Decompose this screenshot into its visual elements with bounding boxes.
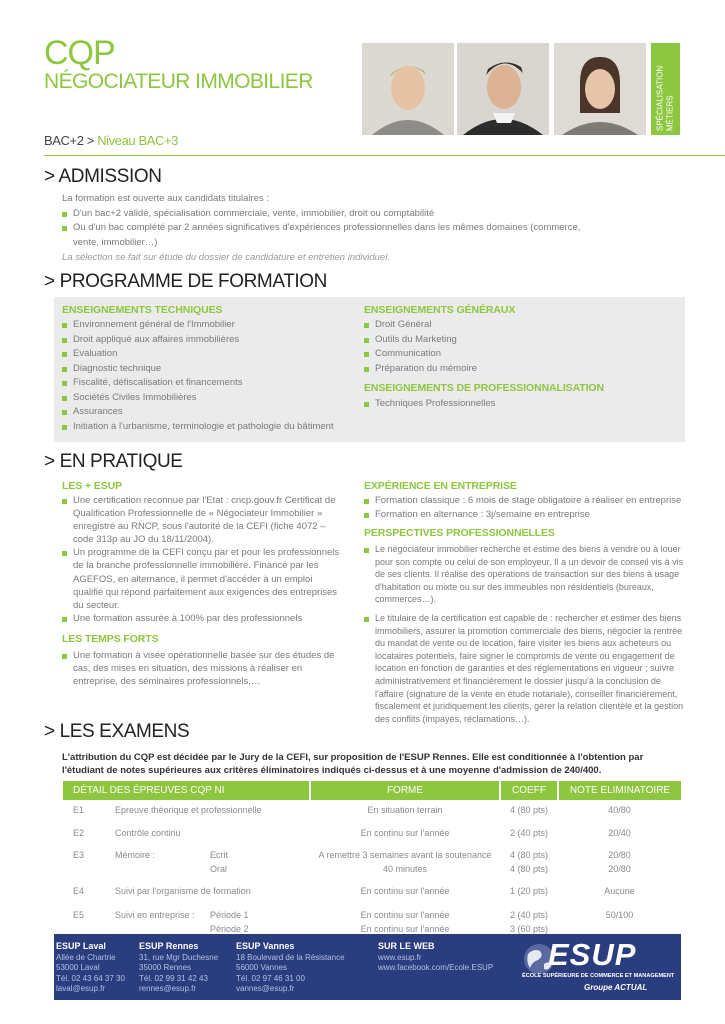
exp-item: Formation classique : 6 mois de stage obligatoire à réaliser en entreprise <box>364 494 684 508</box>
admission-intro: La formation est ouverte aux candidats titulaires : <box>62 193 270 204</box>
exam-code: E3 <box>73 850 85 860</box>
exam-forme: A remettre 3 semaines avant la soutenance <box>318 850 492 860</box>
page-subtitle: NÉGOCIATEUR IMMOBILIER <box>44 70 313 93</box>
spec-line-2: MÉTIERS <box>665 95 675 131</box>
gen-title: ENSEIGNEMENTS GÉNÉRAUX <box>364 304 516 316</box>
exp-item: Formation en alternance : 3j/semaine en entreprise <box>364 508 684 522</box>
admission-item: D'un bac+2 validé, spécialisation commerciale, vente, immobilier, droit ou comptabilité <box>62 207 682 222</box>
exam-sub: Période 1 <box>210 910 249 920</box>
esup-group: Groupe ACTUAL <box>584 983 648 992</box>
tech-column <box>62 304 362 434</box>
exam-sub: Oral <box>210 864 228 874</box>
table-row <box>63 800 681 822</box>
tech-title: ENSEIGNEMENTS TECHNIQUES <box>62 304 223 316</box>
table-row <box>63 902 681 936</box>
esup-logo-text: ESUP <box>548 937 637 972</box>
footer-email-link[interactable]: laval@esup.fr <box>56 984 106 993</box>
footer-rennes-title: ESUP Rennes <box>139 941 199 951</box>
persp-item: Le titulaire de la certification est capable de : rechercher et estimer des biens immobiliers, assurer la promotion commerciale des biens, négocier la rentrée du mandat de vente ou de location, faire visiter les biens aux acheteurs ou locataires potentiels, faire signer le compromis de vente ou engagement de location en fonction de garanties et des réglementations en vigueur ; suivre administrativement et financièrement le dossier jusqu'à la conclusion de l'affaire (signature de la vente en étude notariale), conseiller financièrement, fiscalement et juridiquement les clients, gérer la relation clientèle et la gestion des conflits (impayés, réclamations…). <box>364 612 684 725</box>
footer-laval-title: ESUP Laval <box>56 941 106 951</box>
exam-label: Suivi en entreprise : <box>115 910 195 920</box>
pro-item: Techniques Professionnelles <box>364 397 679 412</box>
tech-item: Sociétés Civiles Immobilières <box>62 391 362 406</box>
exam-table-header <box>63 781 681 800</box>
exp-column <box>364 480 684 725</box>
footer-laval <box>56 941 125 995</box>
exam-code: E2 <box>73 828 85 838</box>
admission-item: Ou d'un bac complété par 2 années significatives d'expériences professionnelles dans les mêmes domaines (commerce, vente, immobilier…) <box>62 221 582 250</box>
footer-line: Allée de Chartrie <box>56 952 116 962</box>
exam-note: 50/100 <box>605 910 634 920</box>
table-row <box>63 844 681 878</box>
plus-item: Une formation assurée à 100% par des professionnels <box>62 612 344 625</box>
footer-line: 35000 Rennes <box>139 963 192 972</box>
examens-heading: > LES EXAMENS <box>44 721 190 742</box>
exam-forme: En continu sur l'année <box>360 924 450 934</box>
exam-forme: En continu sur l'année <box>360 828 450 838</box>
tech-item: Droit appliqué aux affaires immobilières <box>62 333 362 348</box>
footer-line: 18 Boulevard de la Résistance <box>236 952 345 962</box>
exam-sub: Période 2 <box>210 924 249 934</box>
exp-title: EXPÉRIENCE EN ENTREPRISE <box>364 480 517 492</box>
spec-line-1: SPÉCIALISATION <box>655 65 665 131</box>
footer-rennes <box>139 941 218 995</box>
exam-coeff: 2 (40 pts) <box>509 910 549 920</box>
pro-title: ENSEIGNEMENTS DE PROFESSIONNALISATION <box>364 382 604 394</box>
persp-title: PERSPECTIVES PROFESSIONNELLES <box>364 527 555 539</box>
footer-vannes-title: ESUP Vannes <box>236 941 295 951</box>
plus-column <box>62 480 344 688</box>
tech-item: Assurances <box>62 405 362 420</box>
footer-line: 53000 Laval <box>56 963 100 972</box>
student-photo-3 <box>554 43 646 135</box>
plus-item: Un programme de la CEFI conçu par et pour les professionnels de la branche professionnelle immobilière. Financé par les AGEFOS, en alternance, il permet d'accéder à un emploi qualifié qui répond parfaitement aux exigences des entreprises du secteur. <box>62 546 344 611</box>
plus-item: Une certification reconnue par l'Etat : cncp.gouv.fr Certificat de Qualification Professionnelle de « Négociateur Immobilier » enregistré au RNCP, sous l'autorité de la CEFI (fiche 4072 – code 313p au JO du 18/11/2004). <box>62 494 344 546</box>
footer-vannes <box>236 941 345 995</box>
tech-item: Environnement général de l'Immobilier <box>62 318 362 333</box>
exam-header-forme: FORME <box>310 781 500 800</box>
exam-code: E5 <box>73 910 85 920</box>
footer-line: 31, rue Mgr Duchesne <box>139 952 219 962</box>
table-row <box>63 878 681 902</box>
exam-coeff: 4 (80 pts) <box>509 805 549 815</box>
admission-section <box>62 192 682 265</box>
footer-line: Tél. 02 99 31 42 43 <box>139 973 208 983</box>
esup-logo <box>522 937 675 996</box>
footer-website-link[interactable]: www.esup.fr <box>378 952 422 962</box>
tech-item: Initiation à l'urbanisme, terminologie et pathologie du bâtiment <box>62 420 362 435</box>
exam-header-coeff: COEFF <box>500 781 558 800</box>
exam-code: E1 <box>73 805 85 815</box>
tech-item: Fiscalité, défiscalisation et financements <box>62 376 362 391</box>
exam-forme: 40 minutes <box>382 864 428 874</box>
gen-item: Droit Général <box>364 318 679 333</box>
exam-sub: Ecrit <box>210 850 228 860</box>
examens-intro: L'attribution du CQP est décidée par le Jury de la CEFI, sur proposition de l'ESUP Rennes. Elle est conditionnée à l'obtention par l'étudiant de notes supérieures aux critères éliminatoires indiqués ci-dessus et à une moyenne d'admission de 240/400. <box>62 752 644 776</box>
level-main: BAC+2 > <box>44 133 94 148</box>
gen-item: Communication <box>364 347 679 362</box>
exam-header-detail: DÉTAIL DES ÉPREUVES CQP NI <box>63 781 310 800</box>
page-title: CQP <box>44 34 115 72</box>
exam-label: Mémoire : <box>115 850 156 860</box>
footer-web-title: SUR LE WEB <box>378 941 435 951</box>
gen-column <box>364 304 679 412</box>
exam-forme: En continu sur l'année <box>360 910 450 920</box>
exam-table <box>63 781 681 936</box>
admission-note: La sélection se fait sur étude du dossier de candidature et entretien individuel. <box>62 252 390 263</box>
exam-header-note: NOTE ELIMINATOIRE <box>558 781 681 800</box>
exam-coeff: 3 (60 pts) <box>509 924 549 934</box>
student-photo-1 <box>362 43 454 135</box>
exam-coeff: 2 (40 pts) <box>509 828 549 838</box>
plus-title: LES + ESUP <box>62 480 122 492</box>
exam-note: 20/80 <box>608 864 631 874</box>
exam-note: 40/80 <box>608 805 631 815</box>
forts-title: LES TEMPS FORTS <box>62 632 159 645</box>
forts-item: Une formation à visée opérationnelle basée sur des études de cas, des mises en situation, des missions à réaliser en entreprise, des séminaires professionnels,… <box>62 649 344 688</box>
tech-item: Diagnostic technique <box>62 362 362 377</box>
footer-facebook-link[interactable]: www.facebook.com/Ecole.ESUP <box>378 963 494 972</box>
footer-line: 56000 Vannes <box>236 963 288 972</box>
exam-code: E4 <box>73 886 85 896</box>
exam-forme: En continu sur l'année <box>360 886 450 896</box>
esup-logo-sub: ÉCOLE SUPÉRIEURE DE COMMERCE ET MANAGEMENT <box>522 973 675 979</box>
footer-line: Tél. 02 43 64 37 30 <box>56 973 125 983</box>
exam-label: Contrôle continu <box>115 828 181 838</box>
exam-label: Suivi par l'organisme de formation <box>115 886 251 896</box>
gen-item: Outils du Marketing <box>364 333 679 348</box>
exam-coeff: 4 (80 pts) <box>509 850 549 860</box>
tech-item: Evaluation <box>62 347 362 362</box>
footer-line: Tél. 02 97 46 31 00 <box>236 973 305 983</box>
exam-forme: En situation terrain <box>367 805 443 815</box>
exam-label: Epreuve théorique et professionnelle <box>115 805 262 815</box>
persp-item: Le négociateur immobilier recherche et estime des biens à vendre ou à louer pour son compte ou celui de son employeur. Il a un devoir de conseil vis à vis de ses clients. Il réalise des opérations de transaction sur des biens à usage d'habitation ou mixte ou sur des immeubles non résidentiels (bureaux, commerces…). <box>364 543 684 606</box>
footer-email-link[interactable]: rennes@esup.fr <box>139 984 197 993</box>
table-row <box>63 822 681 844</box>
gen-item: Préparation du mémoire <box>364 362 679 377</box>
header-divider <box>44 155 725 156</box>
footer <box>54 934 681 1000</box>
level-accent: Niveau BAC+3 <box>97 133 179 148</box>
student-photo-2 <box>457 43 549 135</box>
exam-note: Aucune <box>604 886 635 896</box>
pratique-heading: > EN PRATIQUE <box>44 451 183 472</box>
exam-note: 20/80 <box>608 850 631 860</box>
footer-web <box>378 941 493 974</box>
exam-coeff: 1 (20 pts) <box>509 886 549 896</box>
footer-email-link[interactable]: vannes@esup.fr <box>236 984 295 993</box>
level-line <box>44 133 178 148</box>
admission-heading: > ADMISSION <box>44 166 162 187</box>
programme-heading: > PROGRAMME DE FORMATION <box>44 271 327 292</box>
exam-note: 20/40 <box>608 828 631 838</box>
exam-coeff: 4 (80 pts) <box>509 864 549 874</box>
specialisation-tag <box>651 43 680 135</box>
